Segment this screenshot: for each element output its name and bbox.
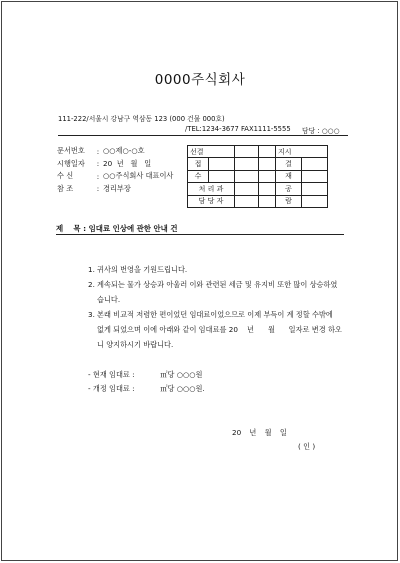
approval-cell — [209, 170, 235, 182]
doc-info-colon: : — [96, 159, 100, 169]
item-number: 3. — [88, 310, 95, 319]
approval-cell — [302, 183, 328, 195]
instruction-cell: 지시 — [276, 146, 328, 158]
item-number: 1. — [88, 265, 95, 274]
approval-cell — [259, 146, 276, 158]
approval-cell — [235, 146, 259, 158]
item-text: 본래 비교적 저렴한 편이었던 임대료이었으므로 이제 부득이 계 정할 수밖에 없게 되었으며 이에 아래와 같이 임대료를 20 년 월 일자로 변경 하오니 양지하시기 바랍니다. — [97, 310, 342, 349]
item-text: 계속되는 물가 상승과 아울러 이와 관련된 세금 및 유지비 또한 많이 상승하였습니다. — [97, 280, 338, 304]
approval-cell — [259, 195, 276, 207]
recipient-row — [57, 170, 173, 183]
approval-cell — [259, 158, 276, 170]
footer-date: 20 년 월 일 — [232, 428, 287, 437]
revised-rent-line — [88, 384, 205, 394]
list-item — [88, 277, 342, 307]
manager-name: 담당 : ○○○ — [302, 127, 340, 135]
doc-info-colon: : — [96, 146, 100, 156]
doc-info-value: ○○제○-○호 — [103, 146, 145, 156]
item-number: 2. — [88, 280, 95, 289]
approval-cell — [302, 170, 328, 182]
approval-cell — [259, 183, 276, 195]
approval-table — [187, 145, 328, 208]
circulation-label: 공 — [276, 183, 302, 195]
doc-info-label: 문서번호 — [57, 146, 85, 156]
decision-label: 재 — [276, 170, 302, 182]
doc-info-value: 20 년 월 일 — [103, 158, 152, 168]
approval-cell — [302, 195, 328, 207]
doc-info-colon: : — [96, 184, 100, 194]
approval-cell — [235, 170, 259, 182]
price-label: - 개정 임대료 : — [88, 384, 135, 393]
company-address: 111-222/서울시 강남구 역삼동 123 (000 건물 000호) — [58, 115, 225, 123]
doc-info-label: 시행일자 — [57, 158, 85, 168]
seal-mark: ( 인 ) — [298, 442, 316, 451]
doc-info-label: 참 조 — [57, 183, 74, 193]
subject-divider — [56, 234, 344, 235]
approval-cell — [259, 170, 276, 182]
doc-info-colon: : — [96, 171, 100, 181]
circulation-label: 람 — [276, 195, 302, 207]
approval-cell — [235, 158, 259, 170]
body-list — [88, 262, 342, 352]
doc-info-label: 수 신 — [57, 171, 74, 181]
company-tel-fax: /TEL:1234-3677 FAX1111-5555 — [185, 125, 291, 133]
doc-number-row — [57, 145, 173, 158]
reference-row — [57, 183, 173, 196]
item-text: 귀사의 번영을 기원드립니다. — [97, 265, 188, 274]
reception-label: 수 — [188, 170, 209, 182]
current-rent-line — [88, 370, 202, 380]
subject-line: 제 목 : 임대료 인상에 관한 안내 건 — [56, 224, 178, 233]
decision-label: 결 — [276, 158, 302, 170]
approval-cell — [235, 183, 259, 195]
doc-info-value: ○○주식회사 대표이사 — [103, 171, 174, 181]
list-item — [88, 262, 342, 277]
process-dept-label: 처 리 과 — [188, 183, 235, 195]
price-label: - 현재 임대료 : — [88, 370, 135, 379]
doc-info-value: 경리부장 — [103, 183, 131, 193]
document-info-block — [57, 145, 173, 195]
issue-date-row — [57, 158, 173, 171]
price-value: ㎡당 ○○○원 — [160, 370, 203, 379]
received-cell: 선결 — [188, 146, 235, 158]
header-divider — [58, 135, 348, 136]
price-value: ㎡당 ○○○원. — [160, 384, 205, 393]
handler-label: 담 당 자 — [188, 195, 235, 207]
list-item — [88, 307, 342, 352]
approval-cell — [235, 195, 259, 207]
approval-cell — [209, 158, 235, 170]
reception-label: 접 — [188, 158, 209, 170]
approval-cell — [302, 158, 328, 170]
company-title: 0000주식회사 — [154, 72, 246, 88]
